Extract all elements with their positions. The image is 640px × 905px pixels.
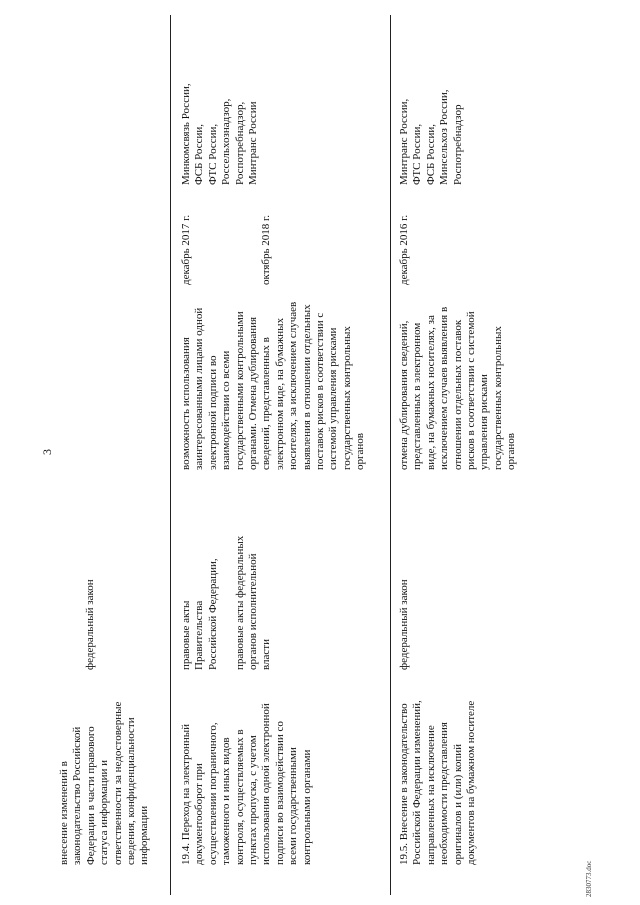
row-2-deadline: декабрь 2016 г. xyxy=(398,214,410,285)
row-2-doc-type: федеральный закон xyxy=(398,579,410,670)
row-2-executors: Минтранс России, ФТС России, ФСБ России, Минсельхоз России, Роспотребнадзор xyxy=(398,89,464,185)
row-divider xyxy=(390,15,391,895)
row-1-executors: Минкомсвязь России, ФСБ России, ФТС России, Россельхознадзор, Роспотребнадзор, Минтранс России xyxy=(180,83,260,185)
row-2-result: отмена дублирования сведений, представленных в электронном виде, на бумажных носителях, за исключением случаев выявления в отношении отдельных поставок рисков в соответствии с системой управления рисками государственных контрольных органов xyxy=(398,306,518,470)
footer-filename: 2830773.doc xyxy=(585,860,593,897)
row-0-measure: внесение изменений в законодательство Российской Федерации в части правового статуса информации и ответственности за недостоверные сведения, конфиденциальности информации xyxy=(58,701,151,865)
row-1-measure: 19.4. Переход на электронный документооборот при осуществлении пограничного, таможенного и иных видов контроля, осуществляемых в пунктах пропуска, с учетом использования одной электронной подписи во взаимодействии со всеми государственными контрольными органами xyxy=(180,703,313,865)
page-number: 3 xyxy=(40,449,54,455)
row-1-doc-type: правовые акты Правительства Российской Федерации, правовые акты федеральных органов исполнительной власти xyxy=(180,535,273,670)
row-1-result: возможность использования заинтересованными лицами одной электронной подписи во взаимодействии со всеми государственными контрольными органами. Отмена дублирования сведений, представленных в электронном виде, на бумажных носителях, за исключением случаев выявления в отношении отдельных поставок рисков в соответствии с системой управления рисками государственных контрольных органов xyxy=(180,301,367,470)
row-0-doc-type: федеральный закон xyxy=(84,579,96,670)
row-divider xyxy=(170,15,171,895)
row-2-measure: 19.5. Внесение в законодательство Российской Федерации изменений, направленных на исключение необходимости представления оригиналов и (или) копий документов на бумажном носителе xyxy=(398,700,478,865)
row-1-deadline: декабрь 2017 г. октябрь 2018 г. xyxy=(180,214,273,285)
